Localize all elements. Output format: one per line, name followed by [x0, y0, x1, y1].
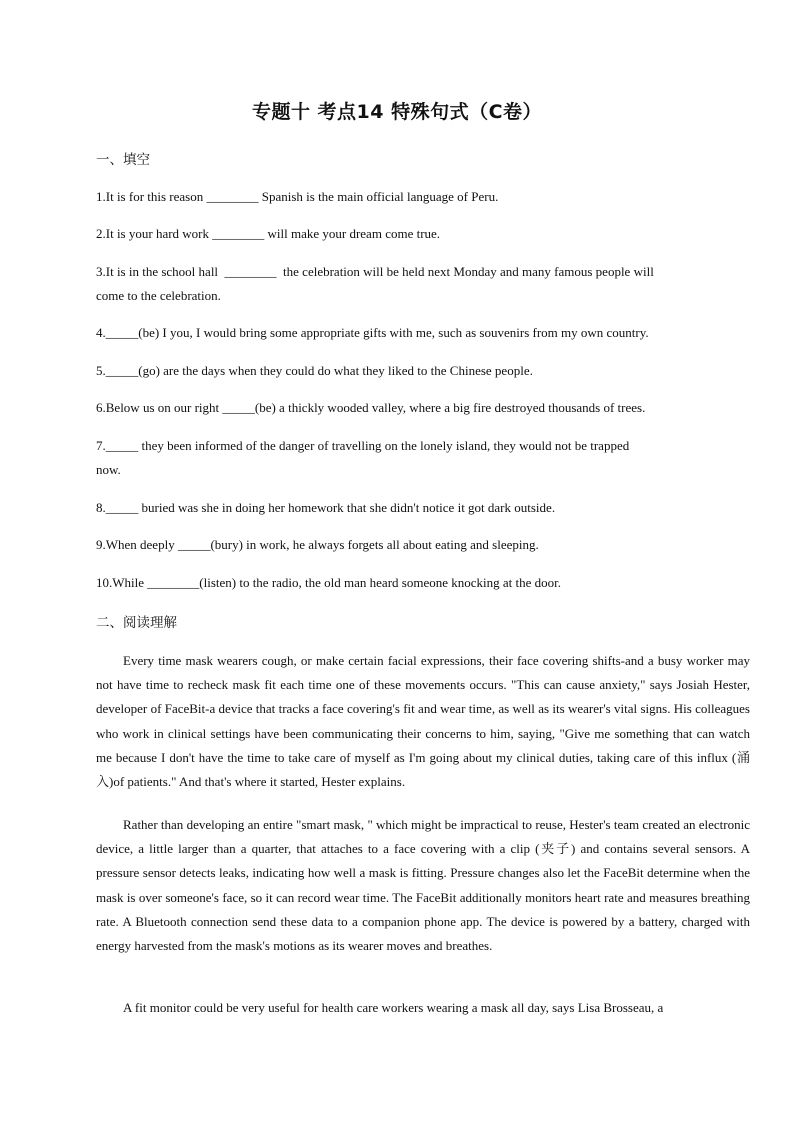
section-heading-reading: 二、阅读理解: [96, 615, 177, 631]
question-5: 5._____(go) are the days when they could do what they liked to the Chinese people.: [96, 363, 533, 378]
section-heading-fill-blank: 一、填空: [96, 152, 150, 168]
question-3: 3.It is in the school hall ________ the celebration will be held next Monday and many famous people will come to the celebration.: [96, 264, 654, 303]
reading-paragraph-1: Every time mask wearers cough, or make certain facial expressions, their face covering shifts-and a busy worker may not have time to recheck mask fit each time one of these movements occurs. "This can cause anxiety," says Josiah Hester, developer of FaceBit-a device that tracks a face covering's fit and wear time, as well as its wearer's vital signs. His colleagues who work in clinical settings have been communicating their concerns to him, saying, "Give me something that can watch me because I don't have the time to take care of myself as I'm going about my clinical duties, taking care of this influx (涌入)of patients." And that's where it started, Hester explains.: [96, 653, 750, 790]
question-6: 6.Below us on our right _____(be) a thickly wooded valley, where a big fire destroyed thousands of trees.: [96, 400, 646, 415]
question-9: 9.When deeply _____(bury) in work, he always forgets all about eating and sleeping.: [96, 537, 539, 552]
reading-paragraph-3: A fit monitor could be very useful for health care workers wearing a mask all day, says Lisa Brosseau, a: [123, 1000, 664, 1015]
question-2: 2.It is your hard work ________ will make your dream come true.: [96, 226, 441, 241]
question-1: 1.It is for this reason ________ Spanish is the main official language of Peru.: [96, 189, 499, 204]
question-4: 4._____(be) I you, I would bring some appropriate gifts with me, such as souvenirs from my own country.: [96, 325, 649, 340]
question-7: 7._____ they been informed of the danger of travelling on the lonely island, they would not be trapped now.: [96, 438, 630, 477]
reading-paragraph-2: Rather than developing an entire "smart mask, " which might be impractical to reuse, Hester's team created an electronic device, a little larger than a quarter, that attaches to a face covering with a clip (夹子) and contains several sensors. A pressure sensor detects leaks, indicating how well a mask is fitting. Pressure changes also let the FaceBit determine when the mask is over someone's face, so it can record wear time. The FaceBit additionally monitors heart rate and measures breathing rate. A Bluetooth connection send these data to a companion phone app. The device is powered by a battery, charged with energy harvested from the mask's motions as its wearer moves and breathes.: [96, 817, 750, 954]
question-10: 10.While ________(listen) to the radio, the old man heard someone knocking at the door.: [96, 575, 562, 590]
question-8: 8._____ buried was she in doing her homework that she didn't notice it got dark outside.: [96, 500, 556, 515]
page-title: 专题十 考点14 特殊句式（C卷）: [251, 101, 543, 123]
